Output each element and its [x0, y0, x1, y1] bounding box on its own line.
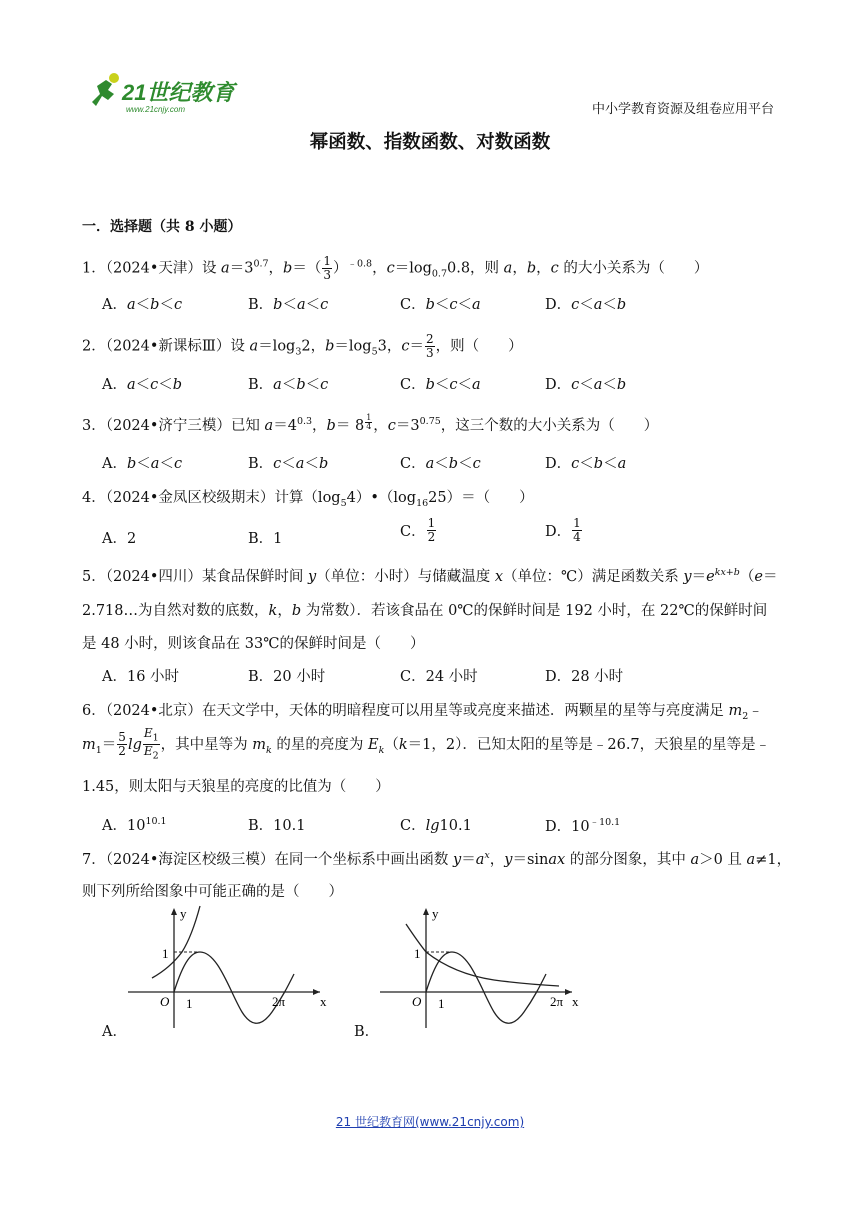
x-axis-arrow-icon: [313, 989, 320, 995]
q5-option-c[interactable]: C．24 小时: [400, 669, 478, 685]
runner-logo-icon: [92, 80, 114, 106]
fraction: $\frac{1}{3}$: [323, 254, 331, 282]
question-1: 1．（2024•天津）设 $a=3^{0.7}$，b＝（ $\frac{1}{3}$ ）$^{﹣0.8}$，$c=\log_{0.7}0.8$，则 a，b，c 的大小关系为（ ）: [82, 254, 709, 282]
q6-option-a[interactable]: A．$10^{10.1}$: [102, 816, 167, 834]
section-heading: 一．选择题（共 8 小题）: [82, 219, 242, 235]
fraction: $\frac{5}{2}$: [118, 730, 126, 759]
exponential-curve: [406, 924, 559, 986]
question-7-line-2: 则下列所给图象中可能正确的是（ ）: [82, 884, 343, 900]
q2-option-b[interactable]: B．a＜b＜c: [248, 377, 329, 393]
sine-curve: [174, 952, 294, 1023]
question-6-line-1: 6．（2024•北京）在天文学中，天体的明暗程度可以用星等或亮度来描述．两颗星的星等与亮度满足 $m_2﹣$: [82, 703, 763, 722]
fraction: $\frac{2}{3}$: [425, 332, 434, 360]
logo-text: 21世纪教育: [122, 80, 235, 105]
q3-option-a[interactable]: A．b＜a＜c: [102, 456, 183, 472]
q6-option-b[interactable]: B．10.1: [248, 818, 306, 834]
origin-label: O: [160, 994, 170, 1009]
q2-option-d[interactable]: D．c＜a＜b: [545, 377, 627, 393]
x-tick-2pi: 2π: [550, 994, 564, 1009]
q7-option-b[interactable]: B．: [354, 1024, 380, 1040]
q1-option-a[interactable]: A．a＜b＜c: [102, 297, 183, 313]
question-5-line-3: 是 48 小时，则该食品在 33℃的保鲜时间是（ ）: [82, 636, 425, 652]
q5-option-b[interactable]: B．20 小时: [248, 669, 326, 685]
q4-option-c[interactable]: C． $\frac{1}{2}$: [400, 516, 436, 544]
page-title: 幂函数、指数函数、对数函数: [309, 132, 551, 153]
question-4: 4．（2024•金凤区校级期末）计算$(\log_54)•(\log_{16}25)=$（ ）: [82, 490, 534, 509]
q2-option-c[interactable]: C．b＜c＜a: [400, 377, 481, 393]
q3-option-c[interactable]: C．a＜b＜c: [400, 456, 481, 472]
question-5-line-2: 2.718…为自然对数的底数，k，b 为常数）．若该食品在 0℃的保鲜时间是 192 小时，在 22℃的保鲜时间: [82, 603, 768, 619]
question-3: 3．（2024•济宁三模）已知 $a=4^{0.3}$，b＝ 8 $^{\frac{1}{4}}$ ，$c=3^{0.75}$，这三个数的大小关系为（ ）: [82, 413, 659, 434]
runner-head-icon: [109, 73, 119, 83]
q2-option-a[interactable]: A．a＜c＜b: [102, 377, 183, 393]
axis-label-y: y: [432, 906, 439, 921]
y-tick-label: 1: [162, 946, 169, 961]
q5-option-d[interactable]: D．28 小时: [545, 669, 624, 685]
y-axis-arrow-icon: [423, 908, 429, 915]
q1-option-d[interactable]: D．c＜a＜b: [545, 297, 627, 313]
fraction: $\frac{1}{4}$: [573, 516, 581, 544]
platform-name: 中小学教育资源及组卷应用平台: [591, 102, 774, 117]
q1-option-c[interactable]: C．b＜c＜a: [400, 297, 481, 313]
q4-option-a[interactable]: A．2: [102, 531, 137, 547]
x-axis-arrow-icon: [565, 989, 572, 995]
footer-link[interactable]: 21 世纪教育网(www.21cnjy.com): [335, 1115, 525, 1129]
q5-option-a[interactable]: A．16 小时: [102, 669, 180, 685]
graph-a[interactable]: [122, 902, 338, 1032]
exponent-fraction: 1 4: [366, 413, 372, 431]
question-7-line-1: 7．（2024•海淀区校级三模）在同一个坐标系中画出函数 $y=a^x$，y＝sinax 的部分图象，其中 a＞0 且 a≠1，: [82, 850, 792, 868]
question-2: 2．（2024•新课标Ⅲ）设 $a=\log_32$，$b=\log_53$，c＝ $\frac{2}{3}$ ，则（ ）: [82, 332, 523, 360]
x-tick-2pi: 2π: [272, 994, 286, 1009]
sine-curve: [426, 952, 546, 1023]
question-6-line-3: 1.45，则太阳与天狼星的亮度的比值为（ ）: [82, 779, 390, 795]
x-tick-label: 1: [438, 996, 445, 1011]
q1-option-b[interactable]: B．b＜a＜c: [248, 297, 329, 313]
exponential-curve: [152, 906, 200, 978]
fraction: $\frac{1}{2}$: [427, 516, 436, 544]
axis-label-x: x: [320, 994, 327, 1009]
q4-option-d[interactable]: D． $\frac{1}{4}$: [545, 516, 581, 544]
y-axis-arrow-icon: [171, 908, 177, 915]
y-tick-label: 1: [414, 946, 421, 961]
graph-b[interactable]: [374, 902, 590, 1032]
logo-url: www.21cnjy.com: [126, 105, 185, 114]
fraction: $\frac{E_1}{E_2}$: [143, 726, 159, 762]
q3-option-b[interactable]: B．c＜a＜b: [248, 456, 329, 472]
question-5-line-1: 5．（2024•四川）某食品保鲜时间 y（单位：小时）与储藏温度 x（单位：℃）满足函数关系 $y=e^{kx+b}(e=$: [82, 567, 778, 585]
q7-option-a[interactable]: A．: [102, 1024, 127, 1040]
q6-option-c[interactable]: C．lg10.1: [400, 818, 472, 834]
axis-label-x: x: [572, 994, 579, 1009]
logo: [80, 70, 255, 116]
question-6-line-2: $m_1=$ $\frac{5}{2}$ lg $\frac{E_1}{E_2}$ ，其中星等为 $m_k$ 的星的亮度为 $E_k(k=1$，2）．已知太阳的星等是﹣26.7，天狼星的星等是﹣: [82, 726, 771, 762]
axis-label-y: y: [180, 906, 187, 921]
x-tick-label: 1: [186, 996, 193, 1011]
q4-option-b[interactable]: B．1: [248, 531, 283, 547]
q3-option-d[interactable]: D．c＜b＜a: [545, 456, 627, 472]
origin-label: O: [412, 994, 422, 1009]
q6-option-d[interactable]: D．$10^{﹣10.1}$: [545, 817, 621, 835]
